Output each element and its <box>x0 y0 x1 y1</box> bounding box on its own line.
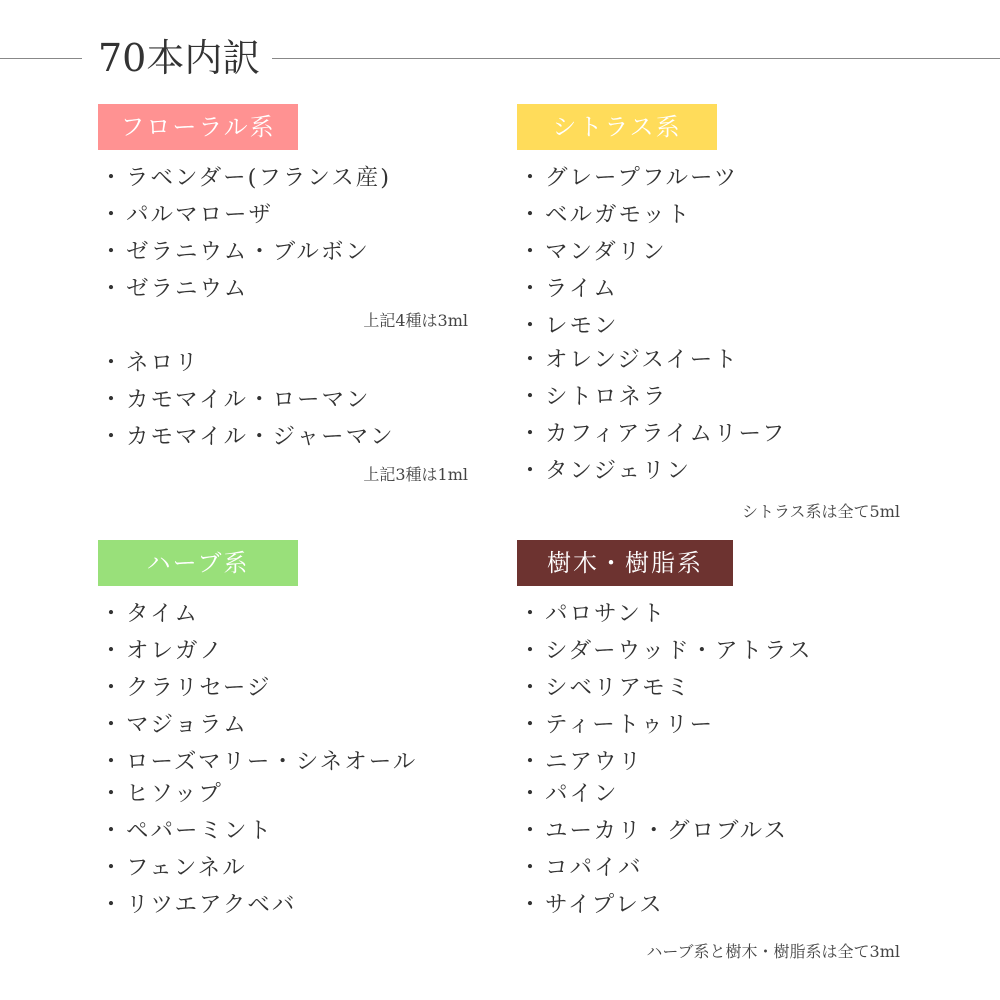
wood-item-label: パイン <box>545 781 619 807</box>
citrus-item-label: グレープフルーツ <box>545 165 739 191</box>
citrus-item <box>517 237 667 267</box>
herb-item <box>98 747 417 777</box>
footer-note: ハーブ系と樹木・樹脂系は全て3ml <box>646 942 900 961</box>
bullet: ・ <box>518 675 544 701</box>
herb-item-label: フェンネル <box>126 855 247 881</box>
bullet: ・ <box>99 749 125 775</box>
citrus-item <box>517 456 691 486</box>
bullet: ・ <box>518 165 544 191</box>
bullet: ・ <box>518 855 544 881</box>
herb-item <box>98 636 224 666</box>
floral-item <box>98 422 395 452</box>
wood-item-label: シダーウッド・アトラス <box>545 638 813 664</box>
bullet: ・ <box>518 781 544 807</box>
bullet: ・ <box>518 276 544 302</box>
wood-item <box>517 747 643 777</box>
citrus-item-label: マンダリン <box>545 239 667 265</box>
citrus-item <box>517 419 786 449</box>
bullet: ・ <box>518 458 544 484</box>
floral-item-label: ゼラニウム <box>126 276 249 302</box>
bullet: ・ <box>99 712 125 738</box>
herb-item-label: オレガノ <box>126 638 225 664</box>
wood-item <box>517 779 619 809</box>
floral-item <box>98 348 200 378</box>
floral-note-1ml: 上記3種は1ml <box>363 465 468 484</box>
wood-item-label: サイプレス <box>545 892 664 918</box>
wood-item-label: ニアウリ <box>545 749 644 775</box>
citrus-note: シトラス系は全て5ml <box>742 502 900 521</box>
bullet: ・ <box>99 855 125 881</box>
bullet: ・ <box>99 276 125 302</box>
citrus-category-label: シトラス系 <box>517 104 717 150</box>
wood-item <box>517 853 643 883</box>
floral-item <box>98 200 273 230</box>
wood-category-label: 樹木・樹脂系 <box>517 540 733 586</box>
wood-item <box>517 890 664 920</box>
citrus-item-label: タンジェリン <box>545 458 691 484</box>
bullet: ・ <box>99 424 125 450</box>
floral-item-label: カモマイル・ジャーマン <box>126 424 395 450</box>
title-rule-left <box>0 58 82 59</box>
citrus-item <box>517 163 738 193</box>
wood-item <box>517 816 788 846</box>
herb-item <box>98 779 223 809</box>
herb-item-label: リツエアクベバ <box>126 892 297 918</box>
page-title: 70本内訳 <box>98 36 261 80</box>
herb-item-label: マジョラム <box>126 712 248 738</box>
bullet: ・ <box>99 781 125 807</box>
herb-item <box>98 710 248 740</box>
citrus-item <box>517 274 618 304</box>
bullet: ・ <box>99 675 125 701</box>
herb-item-label: ヒソップ <box>126 781 223 807</box>
floral-item-label: ネロリ <box>126 350 200 376</box>
bullet: ・ <box>518 384 544 410</box>
wood-item-label: シベリアモミ <box>545 675 692 701</box>
bullet: ・ <box>99 638 125 664</box>
floral-item-label: カモマイル・ローマン <box>126 387 371 413</box>
bullet: ・ <box>518 239 544 265</box>
bullet: ・ <box>99 818 125 844</box>
bullet: ・ <box>99 239 125 265</box>
bullet: ・ <box>99 165 125 191</box>
citrus-item-label: カフィアライムリーフ <box>545 421 787 447</box>
herb-item <box>98 816 273 846</box>
bullet: ・ <box>99 601 125 627</box>
herb-item-label: クラリセージ <box>126 675 272 701</box>
floral-item <box>98 274 248 304</box>
wood-item <box>517 599 666 629</box>
floral-item-label: パルマローザ <box>126 202 274 228</box>
bullet: ・ <box>518 712 544 738</box>
floral-item <box>98 237 370 267</box>
citrus-item <box>517 382 668 412</box>
wood-item-label: ユーカリ・グロブルス <box>545 818 788 844</box>
wood-item <box>517 673 691 703</box>
bullet: ・ <box>99 202 125 228</box>
bullet: ・ <box>518 313 544 339</box>
bullet: ・ <box>518 892 544 918</box>
citrus-item-label: シトロネラ <box>545 384 668 410</box>
floral-note-3ml: 上記4種は3ml <box>363 311 468 330</box>
wood-item-label: ティートゥリー <box>545 712 715 738</box>
bullet: ・ <box>518 202 544 228</box>
wood-item <box>517 710 714 740</box>
bullet: ・ <box>518 347 544 373</box>
citrus-item <box>517 311 619 341</box>
herb-category-label: ハーブ系 <box>98 540 298 586</box>
bullet: ・ <box>99 350 125 376</box>
herb-item <box>98 890 296 920</box>
herb-item <box>98 673 271 703</box>
herb-item-label: ローズマリー・シネオール <box>126 749 418 775</box>
citrus-item-label: オレンジスイート <box>545 347 739 373</box>
wood-item-label: パロサント <box>545 601 667 627</box>
bullet: ・ <box>99 892 125 918</box>
bullet: ・ <box>99 387 125 413</box>
bullet: ・ <box>518 749 544 775</box>
herb-item-label: タイム <box>126 601 200 627</box>
herb-item <box>98 853 247 883</box>
citrus-item <box>517 345 739 375</box>
bullet: ・ <box>518 601 544 627</box>
bullet: ・ <box>518 421 544 447</box>
citrus-item <box>517 200 691 230</box>
floral-item <box>98 163 391 193</box>
floral-item <box>98 385 371 415</box>
herb-item <box>98 599 199 629</box>
herb-item-label: ペパーミント <box>126 818 274 844</box>
wood-item <box>517 636 812 666</box>
citrus-item-label: レモン <box>545 313 619 339</box>
floral-category-label: フローラル系 <box>98 104 298 150</box>
bullet: ・ <box>518 638 544 664</box>
wood-item-label: コパイバ <box>545 855 643 881</box>
floral-item-label: ゼラニウム・ブルボン <box>126 239 370 265</box>
bullet: ・ <box>518 818 544 844</box>
citrus-item-label: ライム <box>545 276 618 302</box>
title-rule-right <box>272 58 1000 59</box>
floral-item-label: ラベンダー(フランス産) <box>126 165 391 191</box>
citrus-item-label: ベルガモット <box>545 202 692 228</box>
